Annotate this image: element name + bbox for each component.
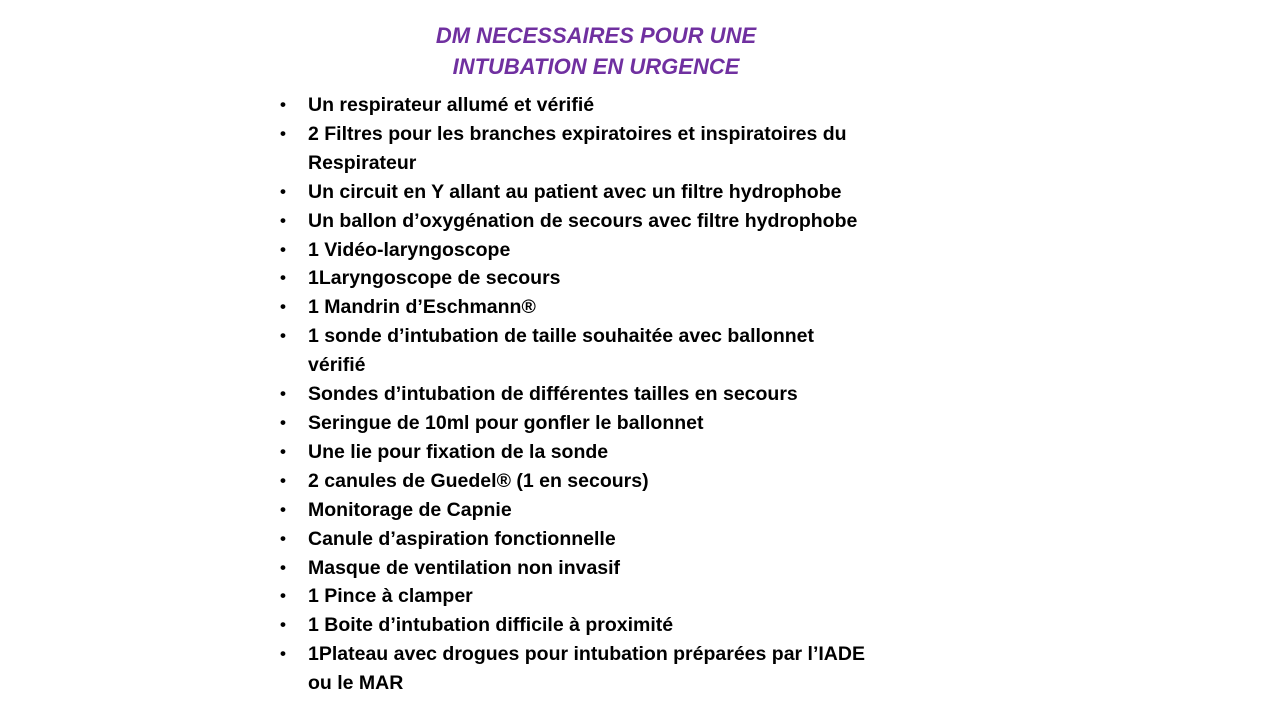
list-item <box>280 640 920 698</box>
bullet-icon: • <box>280 441 286 461</box>
list-item <box>280 236 920 265</box>
list-item-text: 1Plateau avec drogues pour intubation préparées par l’IADE <box>308 643 865 666</box>
list-item <box>280 322 920 380</box>
list-item-text: Canule d’aspiration fonctionnelle <box>308 527 616 550</box>
bullet-icon: • <box>280 239 286 259</box>
list-item <box>280 264 920 293</box>
list-item-text: 1 sonde d’intubation de taille souhaitée avec ballonnet <box>308 325 815 348</box>
bullet-icon: • <box>280 528 286 548</box>
bullet-icon: • <box>280 123 286 143</box>
list-item <box>280 91 920 120</box>
list-item-text: Respirateur <box>308 151 417 174</box>
bullet-icon: • <box>280 268 286 288</box>
bullet-list <box>280 91 920 698</box>
list-item-text: ou le MAR <box>308 672 404 695</box>
list-item-text: 2 Filtres pour les branches expiratoires et inspiratoires du <box>308 122 847 145</box>
list-item-text: 2 canules de Guedel® (1 en secours) <box>308 469 649 492</box>
list-item <box>280 120 920 178</box>
bullet-icon: • <box>280 384 286 404</box>
list-item-text: Un ballon d’oxygénation de secours avec filtre hydrophobe <box>308 209 858 232</box>
list-item <box>280 611 920 640</box>
slide-title <box>396 20 796 82</box>
list-item <box>280 438 920 467</box>
list-item <box>280 178 920 207</box>
list-item <box>280 554 920 583</box>
bullet-icon: • <box>280 615 286 635</box>
title-line-2: INTUBATION EN URGENCE <box>452 54 740 79</box>
list-item-text: 1Laryngoscope de secours <box>308 267 561 290</box>
bullet-icon: • <box>280 326 286 346</box>
bullet-icon: • <box>280 297 286 317</box>
list-item-text: Masque de ventilation non invasif <box>308 556 621 579</box>
bullet-icon: • <box>280 557 286 577</box>
list-item <box>280 582 920 611</box>
list-item <box>280 467 920 496</box>
list-item-text: Une lie pour fixation de la sonde <box>308 440 609 463</box>
bullet-icon: • <box>280 644 286 664</box>
list-item <box>280 525 920 554</box>
bullet-icon: • <box>280 181 286 201</box>
bullet-icon: • <box>280 95 286 114</box>
bullet-icon: • <box>280 499 286 519</box>
list-item <box>280 380 920 409</box>
list-item-text: 1 Boite d’intubation difficile à proximité <box>308 614 674 637</box>
list-item <box>280 496 920 525</box>
bullet-icon: • <box>280 586 286 606</box>
list-item-text: 1 Pince à clamper <box>308 585 473 608</box>
list-item-text: Seringue de 10ml pour gonfler le ballonnet <box>308 411 704 434</box>
bullet-icon: • <box>280 210 286 230</box>
list-item-text: Un respirateur allumé et vérifié <box>308 94 595 116</box>
bullet-icon: • <box>280 470 286 490</box>
list-item-text: 1 Mandrin d’Eschmann® <box>308 296 536 319</box>
list-item <box>280 293 920 322</box>
bullet-icon: • <box>280 412 286 432</box>
list-item-text: Monitorage de Capnie <box>308 498 512 521</box>
list-item-text: Un circuit en Y allant au patient avec un filtre hydrophobe <box>308 180 842 203</box>
list-item <box>280 409 920 438</box>
list-item-text: vérifié <box>308 354 366 377</box>
title-line-1: DM NECESSAIRES POUR UNE <box>435 23 757 48</box>
list-item-text: Sondes d’intubation de différentes tailles en secours <box>308 383 798 406</box>
list-item-text: 1 Vidéo-laryngoscope <box>308 238 511 261</box>
list-item <box>280 207 920 236</box>
